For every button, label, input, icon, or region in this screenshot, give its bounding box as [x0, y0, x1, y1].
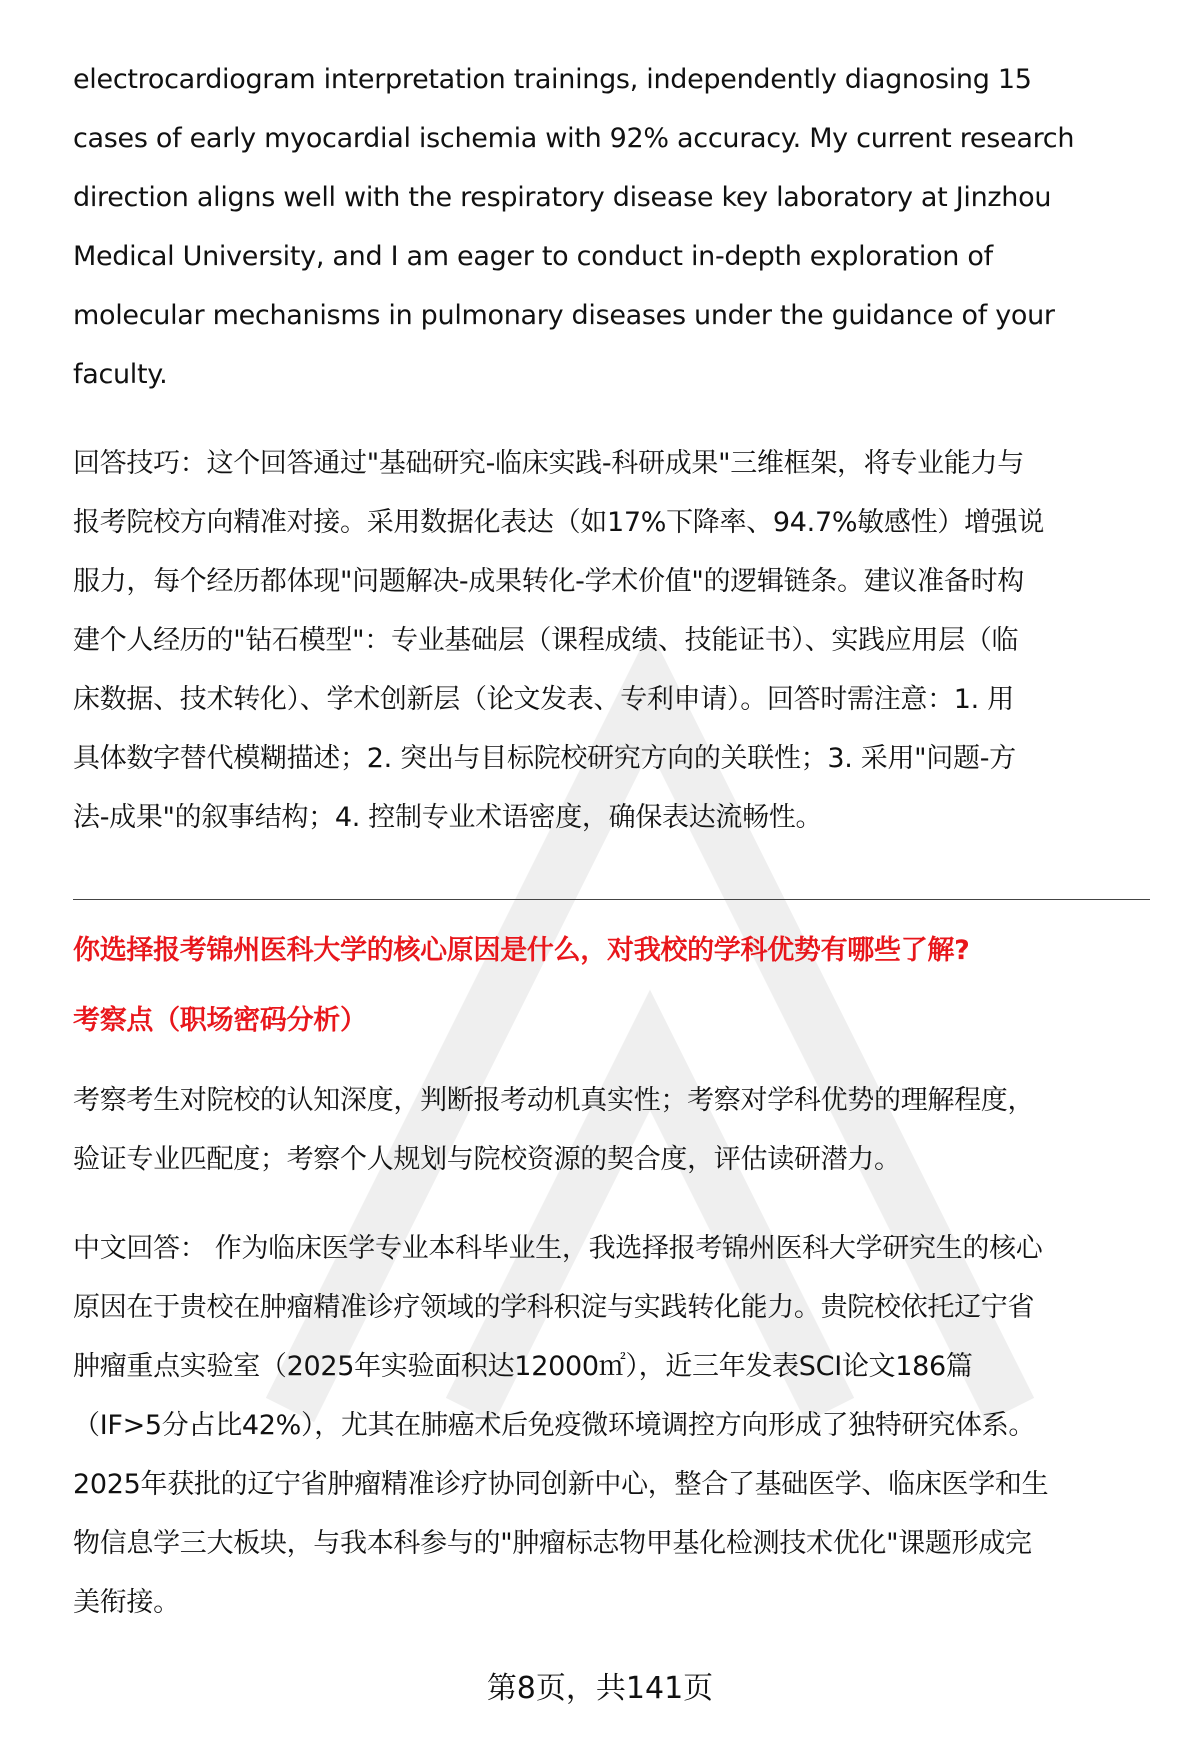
- text-line: 回答技巧：这个回答通过"基础研究-临床实践-科研成果"三维框架，将专业能力与: [73, 448, 1024, 479]
- text-line: electrocardiogram interpretation trainings, independently diagnosing 15: [73, 64, 1032, 95]
- text-line: 法-成果"的叙事结构；4. 控制专业术语密度，确保表达流畅性。: [73, 802, 823, 833]
- section-divider: [73, 899, 1150, 900]
- text-line: 具体数字替代模糊描述；2. 突出与目标院校研究方向的关联性；3. 采用"问题-方: [73, 743, 1016, 774]
- text-line: 床数据、技术转化）、学术创新层（论文发表、专利申请）。回答时需注意：1. 用: [73, 684, 1014, 715]
- focus-heading: 考察点（职场密码分析）: [73, 1005, 367, 1036]
- text-line: 原因在于贵校在肿瘤精准诊疗领域的学科积淀与实践转化能力。贵院校依托辽宁省: [73, 1292, 1035, 1323]
- text-line: cases of early myocardial ischemia with 92% accuracy. My current research: [73, 123, 1075, 154]
- text-line: 2025年获批的辽宁省肿瘤精准诊疗协同创新中心，整合了基础医学、临床医学和生: [73, 1469, 1049, 1500]
- question-heading: 你选择报考锦州医科大学的核心原因是什么，对我校的学科优势有哪些了解?: [73, 935, 970, 966]
- text-line: faculty.: [73, 359, 168, 390]
- text-line: 报考院校方向精准对接。采用数据化表达（如17%下降率、94.7%敏感性）增强说: [73, 507, 1045, 538]
- text-line: 考察考生对院校的认知深度，判断报考动机真实性；考察对学科优势的理解程度，: [73, 1085, 1035, 1116]
- english-paragraph: [73, 50, 1163, 404]
- text-line: 美衔接。: [73, 1587, 180, 1618]
- question-heading-block: [73, 921, 1163, 980]
- text-line: 物信息学三大板块，与我本科参与的"肿瘤标志物甲基化检测技术优化"课题形成完: [73, 1528, 1032, 1559]
- tips-paragraph: [73, 434, 1163, 847]
- text-line: molecular mechanisms in pulmonary diseases under the guidance of your: [73, 300, 1055, 331]
- text-line: 建个人经历的"钻石模型"：专业基础层（课程成绩、技能证书）、实践应用层（临: [73, 625, 1019, 656]
- text-line: 肿瘤重点实验室（2025年实验面积达12000㎡），近三年发表SCI论文186篇: [73, 1351, 973, 1382]
- focus-heading-block: [73, 991, 1163, 1050]
- focus-paragraph: [73, 1071, 1163, 1189]
- text-line: Medical University, and I am eager to conduct in-depth exploration of: [73, 241, 993, 272]
- text-line: （IF>5分占比42%），尤其在肺癌术后免疫微环境调控方向形成了独特研究体系。: [73, 1410, 1036, 1441]
- page-number: 第8页，共141页: [486, 1671, 714, 1706]
- text-line: 中文回答： 作为临床医学专业本科毕业生，我选择报考锦州医科大学研究生的核心: [73, 1233, 1043, 1264]
- answer-paragraph: [73, 1219, 1163, 1632]
- text-line: 验证专业匹配度；考察个人规划与院校资源的契合度，评估读研潜力。: [73, 1144, 901, 1175]
- text-line: 服力，每个经历都体现"问题解决-成果转化-学术价值"的逻辑链条。建议准备时构: [73, 566, 1024, 597]
- text-line: direction aligns well with the respiratory disease key laboratory at Jinzhou: [73, 182, 1052, 213]
